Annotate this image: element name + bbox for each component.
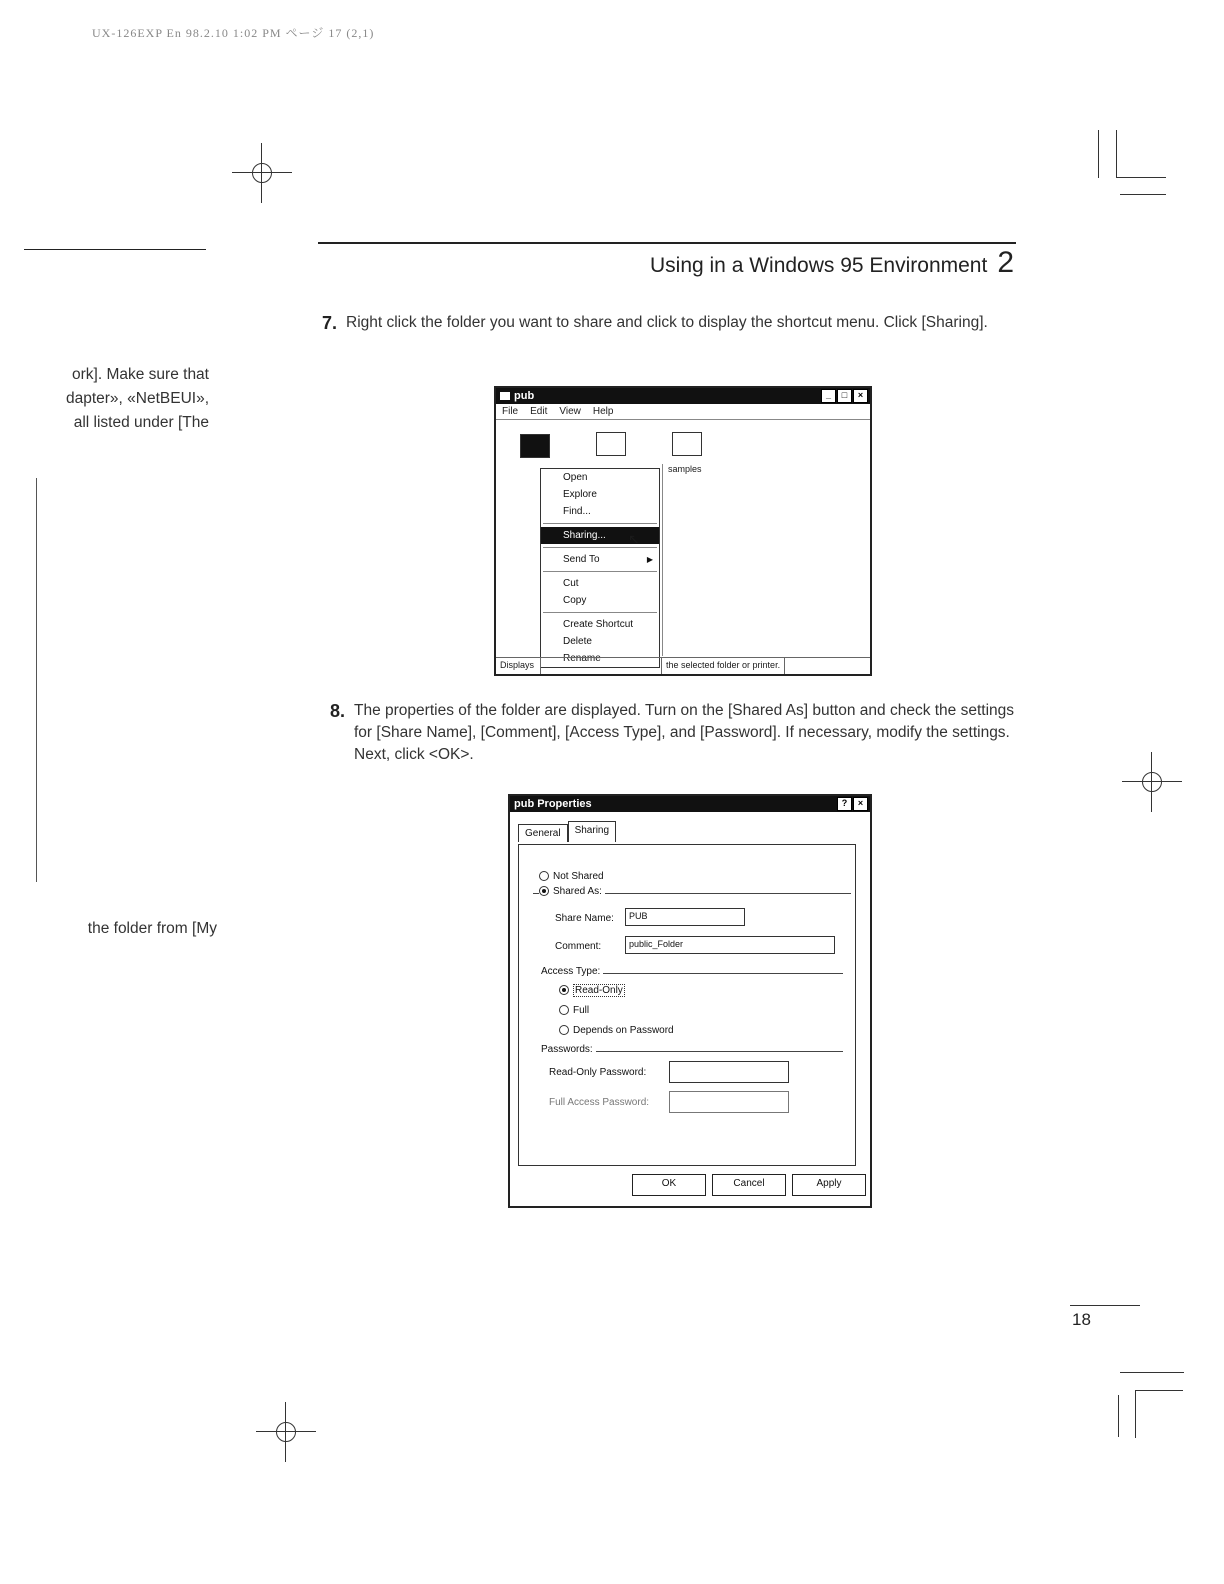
- shared-as-label: Shared As:: [553, 886, 602, 897]
- menu-item-cut[interactable]: Cut: [563, 578, 579, 589]
- margin-text: the folder from [My: [87, 920, 217, 937]
- margin-text: dapter», «NetBEUI»,: [65, 390, 209, 407]
- radio-icon: [559, 985, 569, 995]
- step-number: 8.: [330, 701, 346, 721]
- crop-mark: [1135, 1390, 1183, 1391]
- apply-button[interactable]: Apply: [792, 1174, 866, 1196]
- dialog-title: pub Properties: [514, 798, 592, 810]
- menu-item-open[interactable]: Open: [563, 472, 588, 483]
- crop-mark: [1116, 177, 1166, 178]
- close-button[interactable]: ×: [853, 797, 868, 811]
- crop-mark: [1116, 130, 1117, 178]
- step-number: 7.: [322, 313, 338, 333]
- step-text: Right click the folder you want to share and click to display the shortcut menu. Click [Sharing].: [346, 314, 988, 331]
- section-title: [650, 246, 1014, 280]
- menu-item-delete[interactable]: Delete: [563, 636, 592, 647]
- status-left: Displays: [496, 658, 541, 674]
- crop-mark: [1120, 1372, 1184, 1373]
- window-titlebar: [496, 388, 870, 404]
- top-rule: [318, 242, 1016, 244]
- send-to-label: Send To: [563, 554, 600, 565]
- margin-bar: [36, 478, 37, 882]
- menu-edit[interactable]: Edit: [530, 406, 548, 417]
- depends-label: Depends on Password: [573, 1025, 674, 1036]
- margin-text: ork]. Make sure that: [72, 366, 209, 383]
- properties-dialog: [508, 794, 872, 1208]
- minimize-button[interactable]: _: [821, 389, 836, 403]
- crop-mark: [1118, 1395, 1119, 1437]
- menu-separator: [543, 547, 657, 548]
- section-title-text: Using in a Windows 95 Environment: [649, 254, 988, 277]
- step-8: [330, 700, 1022, 766]
- depends-on-password-option[interactable]: [559, 1025, 674, 1036]
- folder-icon[interactable]: [596, 432, 626, 456]
- tab-sharing[interactable]: Sharing: [568, 821, 616, 842]
- status-bar: [496, 657, 870, 674]
- menu-view[interactable]: View: [559, 406, 581, 417]
- menu-separator: [543, 612, 657, 613]
- share-name-input[interactable]: PUB: [625, 908, 745, 926]
- maximize-button[interactable]: □: [837, 389, 852, 403]
- full-access-password-input[interactable]: [669, 1091, 789, 1113]
- folder-icon[interactable]: [672, 432, 702, 456]
- crop-mark: [1135, 1390, 1136, 1438]
- folder-icon[interactable]: [520, 434, 550, 458]
- not-shared-option[interactable]: [539, 871, 604, 882]
- read-only-password-input[interactable]: [669, 1061, 789, 1083]
- step-text: The properties of the folder are displayed. Turn on the [Shared As] button and check the settings for [Share Name], [Comment], [Access Type], and [Password]. If necessary, modify the settings. Next, click <OK>.: [354, 702, 1015, 763]
- radio-icon: [539, 886, 549, 896]
- passwords-label: Passwords:: [541, 1044, 596, 1055]
- mouse-cursor-icon: ↖: [628, 531, 640, 547]
- not-shared-label: Not Shared: [553, 871, 604, 882]
- radio-icon: [539, 871, 549, 881]
- crop-mark: [1120, 194, 1166, 195]
- window-title: pub: [514, 390, 535, 402]
- page-number: 18: [1072, 1310, 1091, 1329]
- registration-mark: [232, 143, 292, 203]
- page-number-rule: [1070, 1305, 1140, 1306]
- cancel-button[interactable]: Cancel: [712, 1174, 786, 1196]
- ok-button[interactable]: OK: [632, 1174, 706, 1196]
- full-label: Full: [573, 1005, 590, 1016]
- menu-file[interactable]: File: [502, 406, 519, 417]
- step-7: [322, 312, 1018, 334]
- menu-item-create-shortcut[interactable]: Create Shortcut: [563, 619, 634, 630]
- radio-icon: [559, 1005, 569, 1015]
- crop-mark: [1098, 130, 1099, 178]
- menu-item-rename[interactable]: Rename: [563, 653, 601, 664]
- registration-mark: [256, 1402, 316, 1462]
- explorer-window: [494, 386, 872, 676]
- folder-icon: [500, 392, 510, 400]
- registration-mark: [1122, 752, 1182, 812]
- left-rule: [24, 249, 206, 250]
- menu-item-explore[interactable]: Explore: [563, 489, 597, 500]
- share-name-label: Share Name:: [555, 913, 614, 924]
- status-right: the selected folder or printer.: [661, 658, 785, 674]
- menu-bar: [496, 404, 870, 420]
- full-access-password-label: Full Access Password:: [549, 1097, 650, 1108]
- help-button[interactable]: ?: [837, 797, 852, 811]
- dialog-titlebar: [510, 796, 870, 812]
- read-only-option[interactable]: [559, 985, 625, 996]
- tab-strip: [518, 824, 616, 842]
- menu-item-copy[interactable]: Copy: [563, 595, 587, 606]
- menu-separator: [543, 523, 657, 524]
- sharing-panel: [518, 844, 856, 1166]
- shared-as-option[interactable]: [539, 886, 605, 897]
- menu-item-sharing[interactable]: Sharing...: [541, 527, 659, 544]
- full-option[interactable]: [559, 1005, 589, 1016]
- read-only-label: Read-Only: [575, 985, 623, 996]
- comment-label: Comment:: [555, 941, 602, 952]
- pane-divider: [662, 464, 663, 656]
- context-menu: [540, 468, 660, 668]
- chapter-number: 2: [997, 246, 1014, 279]
- submenu-arrow-icon: ▶: [646, 555, 653, 564]
- menu-item-send-to[interactable]: [541, 551, 659, 568]
- menu-separator: [543, 571, 657, 572]
- read-only-password-label: Read-Only Password:: [549, 1067, 647, 1078]
- print-header: UX-126EXP En 98.2.10 1:02 PM ページ 17 (2,1): [92, 26, 375, 40]
- folder-label: samples: [668, 464, 702, 474]
- tab-general[interactable]: General: [518, 824, 568, 842]
- access-type-label: Access Type:: [541, 966, 603, 977]
- menu-item-find[interactable]: Find...: [563, 506, 591, 517]
- close-button[interactable]: ×: [853, 389, 868, 403]
- radio-icon: [559, 1025, 569, 1035]
- margin-text: all listed under [The: [73, 414, 209, 431]
- comment-input[interactable]: public_Folder: [625, 936, 835, 954]
- menu-help[interactable]: Help: [592, 406, 614, 417]
